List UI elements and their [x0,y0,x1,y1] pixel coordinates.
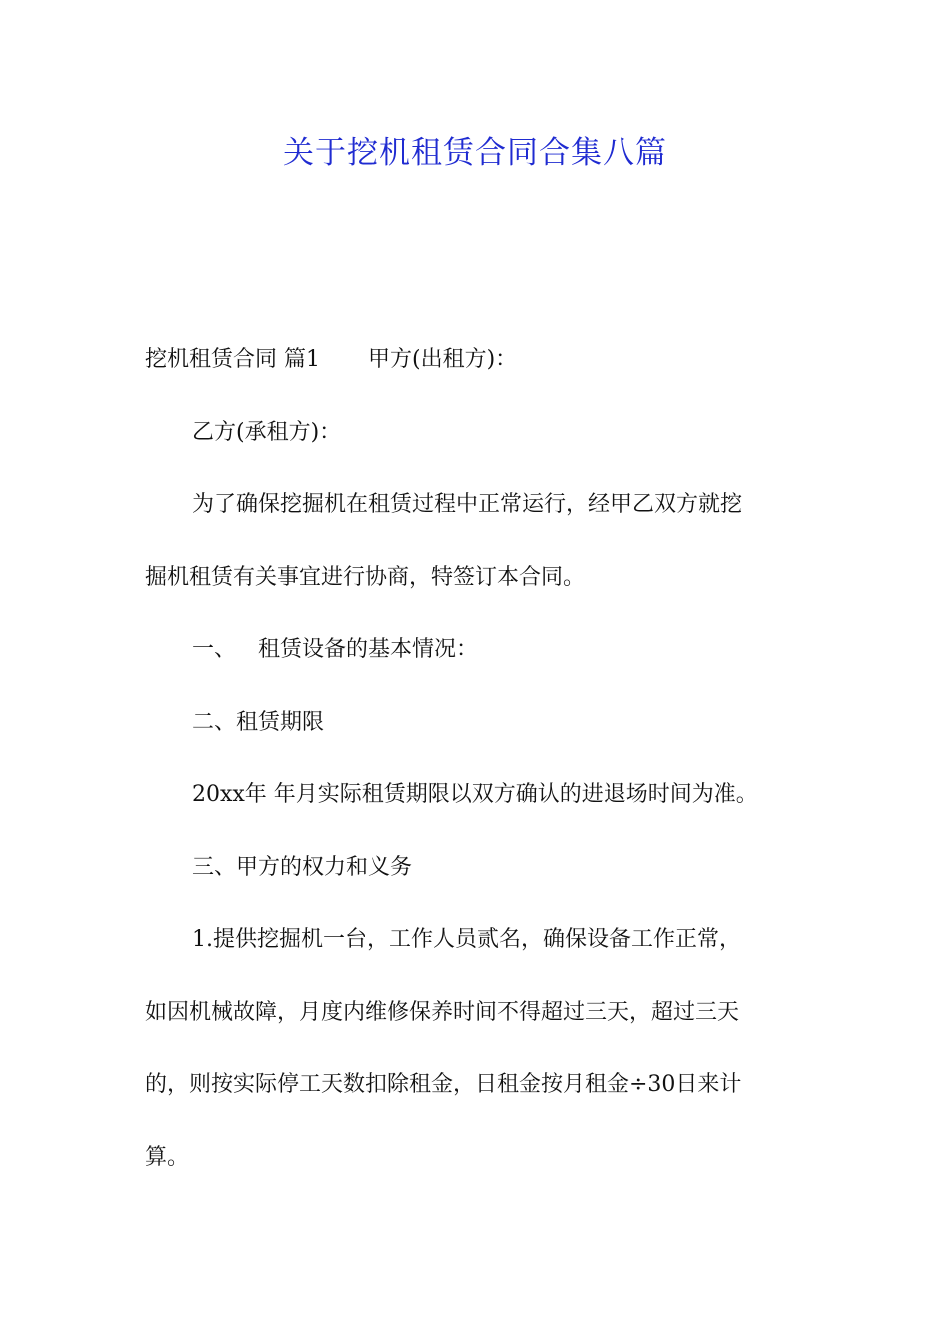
section-heading: 租赁设备的基本情况： [258,637,479,662]
section-heading: 二、租赁期限 [192,709,325,735]
section-heading-line [145,614,815,687]
paragraph-line: 的，则按实际停工天数扣除租金，日租金按月租金÷30日来计 [145,1072,742,1097]
paragraph-line: 为了确保挖掘机在租赁过程中正常运行，经甲乙双方就挖 [192,492,743,517]
paragraph-line: 算。 [145,1144,190,1170]
contract-heading-line [145,324,815,397]
party-a-label: 甲方(出租方)： [368,347,518,372]
paragraph-line: 掘机租赁有关事宜进行协商，特签订本合同。 [145,564,586,590]
document-body [145,324,815,1194]
party-b-label: 乙方(承租方)： [192,419,342,445]
section-heading: 三、甲方的权力和义务 [192,854,413,880]
paragraph-line: 20xx年 年月实际租赁期限以双方确认的进退场时间为准。 [192,782,758,807]
document-title: 关于挖机租赁合同合集八篇 [283,135,667,171]
section-number: 一、 [192,637,237,662]
paragraph-line: 1.提供挖掘机一台，工作人员贰名，确保设备工作正常， [192,927,741,952]
paragraph-line: 如因机械故障，月度内维修保养时间不得超过三天，超过三天 [145,999,740,1025]
contract-heading: 挖机租赁合同 篇1 [145,347,320,372]
